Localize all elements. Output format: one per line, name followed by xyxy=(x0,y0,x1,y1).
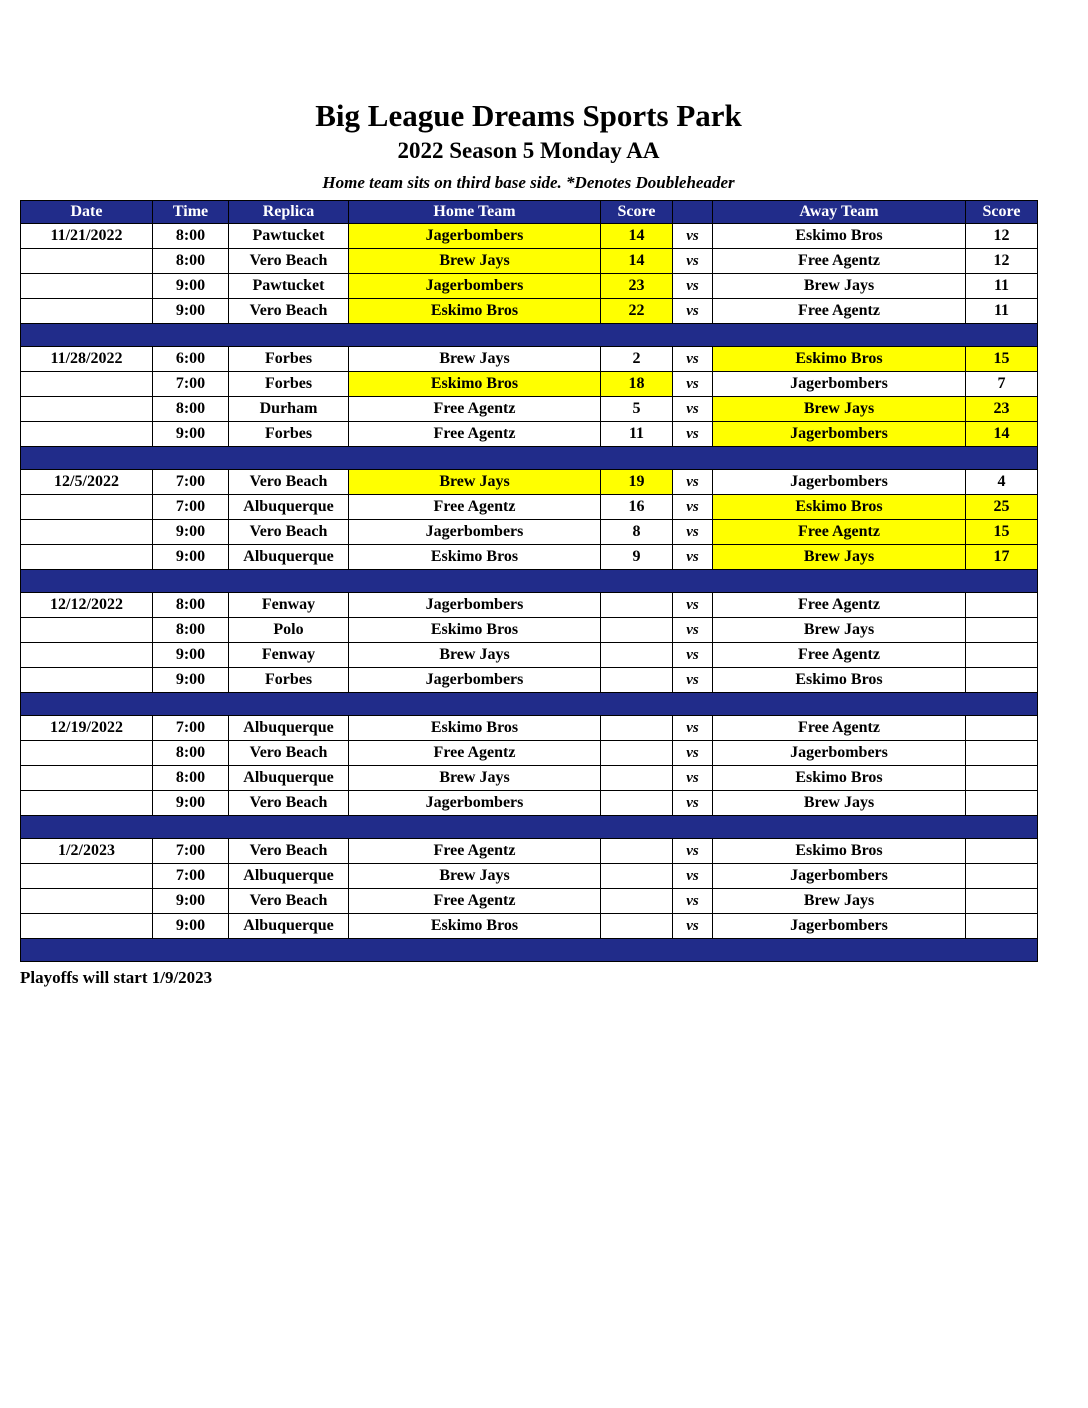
away-score-cell xyxy=(966,643,1038,668)
away-team-cell: Brew Jays xyxy=(713,274,966,299)
date-cell xyxy=(21,299,153,324)
away-team-cell: Brew Jays xyxy=(713,889,966,914)
home-score-cell xyxy=(601,618,673,643)
replica-cell: Vero Beach xyxy=(229,839,349,864)
vs-cell: vs xyxy=(673,839,713,864)
vs-cell: vs xyxy=(673,889,713,914)
away-score-cell: 25 xyxy=(966,495,1038,520)
vs-cell: vs xyxy=(673,766,713,791)
time-cell: 8:00 xyxy=(153,224,229,249)
replica-cell: Forbes xyxy=(229,422,349,447)
replica-cell: Pawtucket xyxy=(229,224,349,249)
home-score-cell: 2 xyxy=(601,347,673,372)
away-team-cell: Brew Jays xyxy=(713,791,966,816)
date-cell xyxy=(21,249,153,274)
home-team-cell: Brew Jays xyxy=(349,766,601,791)
time-cell: 7:00 xyxy=(153,495,229,520)
away-score-cell xyxy=(966,889,1038,914)
replica-cell: Vero Beach xyxy=(229,741,349,766)
date-cell xyxy=(21,618,153,643)
vs-cell: vs xyxy=(673,470,713,495)
date-cell xyxy=(21,791,153,816)
home-score-cell: 8 xyxy=(601,520,673,545)
footer-note: Playoffs will start 1/9/2023 xyxy=(20,968,213,987)
away-team-cell: Free Agentz xyxy=(713,716,966,741)
game-row xyxy=(21,274,1038,299)
vs-cell: vs xyxy=(673,914,713,939)
date-cell: 1/2/2023 xyxy=(21,839,153,864)
game-row xyxy=(21,397,1038,422)
separator-row xyxy=(21,447,1038,470)
game-row xyxy=(21,889,1038,914)
vs-cell: vs xyxy=(673,864,713,889)
away-team-cell: Jagerbombers xyxy=(713,914,966,939)
separator-cell xyxy=(21,447,1038,470)
home-team-cell: Eskimo Bros xyxy=(349,716,601,741)
away-score-cell xyxy=(966,914,1038,939)
home-team-cell: Free Agentz xyxy=(349,397,601,422)
date-cell xyxy=(21,864,153,889)
vs-cell: vs xyxy=(673,668,713,693)
date-cell xyxy=(21,889,153,914)
separator-row xyxy=(21,693,1038,716)
replica-cell: Vero Beach xyxy=(229,249,349,274)
game-row xyxy=(21,864,1038,889)
game-row xyxy=(21,618,1038,643)
replica-cell: Albuquerque xyxy=(229,766,349,791)
home-score-cell xyxy=(601,716,673,741)
home-score-cell xyxy=(601,668,673,693)
time-cell: 8:00 xyxy=(153,397,229,422)
time-cell: 7:00 xyxy=(153,716,229,741)
home-team-cell: Free Agentz xyxy=(349,741,601,766)
away-score-cell xyxy=(966,741,1038,766)
away-score-cell xyxy=(966,618,1038,643)
vs-cell: vs xyxy=(673,495,713,520)
game-row xyxy=(21,249,1038,274)
time-cell: 9:00 xyxy=(153,520,229,545)
replica-cell: Vero Beach xyxy=(229,889,349,914)
away-team-cell: Jagerbombers xyxy=(713,372,966,397)
header-vs xyxy=(673,201,713,224)
separator-cell xyxy=(21,570,1038,593)
replica-cell: Albuquerque xyxy=(229,864,349,889)
away-score-cell: 4 xyxy=(966,470,1038,495)
vs-cell: vs xyxy=(673,520,713,545)
away-team-cell: Eskimo Bros xyxy=(713,839,966,864)
away-score-cell: 15 xyxy=(966,347,1038,372)
home-team-cell: Brew Jays xyxy=(349,347,601,372)
replica-cell: Fenway xyxy=(229,593,349,618)
time-cell: 8:00 xyxy=(153,249,229,274)
home-team-cell: Eskimo Bros xyxy=(349,914,601,939)
replica-cell: Forbes xyxy=(229,668,349,693)
vs-cell: vs xyxy=(673,716,713,741)
away-score-cell xyxy=(966,839,1038,864)
home-team-cell: Brew Jays xyxy=(349,643,601,668)
vs-cell: vs xyxy=(673,224,713,249)
replica-cell: Vero Beach xyxy=(229,470,349,495)
time-cell: 7:00 xyxy=(153,372,229,397)
date-cell: 11/21/2022 xyxy=(21,224,153,249)
away-score-cell xyxy=(966,716,1038,741)
replica-cell: Polo xyxy=(229,618,349,643)
game-row xyxy=(21,914,1038,939)
home-score-cell xyxy=(601,643,673,668)
game-row xyxy=(21,668,1038,693)
page-title: Big League Dreams Sports Park xyxy=(315,98,742,133)
time-cell: 9:00 xyxy=(153,422,229,447)
home-team-cell: Eskimo Bros xyxy=(349,545,601,570)
home-score-cell: 14 xyxy=(601,224,673,249)
away-score-cell: 12 xyxy=(966,224,1038,249)
home-team-cell: Brew Jays xyxy=(349,470,601,495)
time-cell: 7:00 xyxy=(153,839,229,864)
away-team-cell: Free Agentz xyxy=(713,299,966,324)
vs-cell: vs xyxy=(673,347,713,372)
home-team-cell: Eskimo Bros xyxy=(349,372,601,397)
game-row xyxy=(21,593,1038,618)
away-score-cell: 17 xyxy=(966,545,1038,570)
replica-cell: Fenway xyxy=(229,643,349,668)
schedule-table xyxy=(20,200,1038,962)
time-cell: 9:00 xyxy=(153,791,229,816)
home-score-cell: 23 xyxy=(601,274,673,299)
replica-cell: Albuquerque xyxy=(229,495,349,520)
home-score-cell xyxy=(601,791,673,816)
time-cell: 8:00 xyxy=(153,766,229,791)
date-cell xyxy=(21,274,153,299)
header-home-team: Home Team xyxy=(349,201,601,224)
away-score-cell: 14 xyxy=(966,422,1038,447)
away-team-cell: Eskimo Bros xyxy=(713,766,966,791)
game-row xyxy=(21,716,1038,741)
game-row xyxy=(21,766,1038,791)
away-team-cell: Free Agentz xyxy=(713,643,966,668)
away-score-cell: 7 xyxy=(966,372,1038,397)
home-team-cell: Jagerbombers xyxy=(349,668,601,693)
replica-cell: Albuquerque xyxy=(229,716,349,741)
time-cell: 6:00 xyxy=(153,347,229,372)
separator-cell xyxy=(21,324,1038,347)
game-row xyxy=(21,545,1038,570)
home-score-cell xyxy=(601,889,673,914)
away-score-cell xyxy=(966,668,1038,693)
game-row xyxy=(21,495,1038,520)
home-score-cell: 19 xyxy=(601,470,673,495)
away-score-cell xyxy=(966,864,1038,889)
vs-cell: vs xyxy=(673,274,713,299)
home-team-cell: Free Agentz xyxy=(349,839,601,864)
time-cell: 9:00 xyxy=(153,889,229,914)
vs-cell: vs xyxy=(673,593,713,618)
away-team-cell: Brew Jays xyxy=(713,618,966,643)
time-cell: 9:00 xyxy=(153,643,229,668)
home-score-cell: 16 xyxy=(601,495,673,520)
away-score-cell: 11 xyxy=(966,299,1038,324)
date-cell xyxy=(21,766,153,791)
game-row xyxy=(21,372,1038,397)
away-score-cell xyxy=(966,791,1038,816)
vs-cell: vs xyxy=(673,643,713,668)
home-score-cell: 14 xyxy=(601,249,673,274)
replica-cell: Vero Beach xyxy=(229,791,349,816)
date-cell xyxy=(21,914,153,939)
separator-cell xyxy=(21,816,1038,839)
home-team-cell: Jagerbombers xyxy=(349,224,601,249)
vs-cell: vs xyxy=(673,422,713,447)
game-row xyxy=(21,643,1038,668)
home-team-cell: Jagerbombers xyxy=(349,520,601,545)
replica-cell: Pawtucket xyxy=(229,274,349,299)
away-team-cell: Free Agentz xyxy=(713,593,966,618)
away-team-cell: Brew Jays xyxy=(713,545,966,570)
header-row xyxy=(21,201,1038,224)
away-team-cell: Jagerbombers xyxy=(713,470,966,495)
home-team-cell: Eskimo Bros xyxy=(349,618,601,643)
separator-cell xyxy=(21,693,1038,716)
game-row xyxy=(21,839,1038,864)
date-cell xyxy=(21,372,153,397)
home-score-cell xyxy=(601,864,673,889)
date-cell xyxy=(21,741,153,766)
home-score-cell xyxy=(601,839,673,864)
home-score-cell xyxy=(601,914,673,939)
away-score-cell: 23 xyxy=(966,397,1038,422)
away-team-cell: Jagerbombers xyxy=(713,864,966,889)
header-replica: Replica xyxy=(229,201,349,224)
vs-cell: vs xyxy=(673,249,713,274)
game-row xyxy=(21,741,1038,766)
home-team-cell: Brew Jays xyxy=(349,249,601,274)
page-subtitle: 2022 Season 5 Monday AA xyxy=(397,138,660,163)
home-team-cell: Eskimo Bros xyxy=(349,299,601,324)
home-team-cell: Free Agentz xyxy=(349,889,601,914)
date-cell xyxy=(21,643,153,668)
home-team-cell: Jagerbombers xyxy=(349,593,601,618)
away-team-cell: Free Agentz xyxy=(713,520,966,545)
home-score-cell: 5 xyxy=(601,397,673,422)
date-cell: 11/28/2022 xyxy=(21,347,153,372)
home-score-cell xyxy=(601,766,673,791)
time-cell: 9:00 xyxy=(153,668,229,693)
schedule-page xyxy=(20,0,1037,988)
home-score-cell xyxy=(601,741,673,766)
separator-row xyxy=(21,324,1038,347)
away-team-cell: Eskimo Bros xyxy=(713,668,966,693)
date-cell xyxy=(21,397,153,422)
replica-cell: Durham xyxy=(229,397,349,422)
away-team-cell: Eskimo Bros xyxy=(713,224,966,249)
home-score-cell xyxy=(601,593,673,618)
away-score-cell xyxy=(966,766,1038,791)
separator-row xyxy=(21,939,1038,962)
game-row xyxy=(21,422,1038,447)
game-row xyxy=(21,791,1038,816)
vs-cell: vs xyxy=(673,741,713,766)
home-score-cell: 18 xyxy=(601,372,673,397)
game-row xyxy=(21,224,1038,249)
replica-cell: Vero Beach xyxy=(229,299,349,324)
home-score-cell: 9 xyxy=(601,545,673,570)
game-row xyxy=(21,299,1038,324)
header-time: Time xyxy=(153,201,229,224)
vs-cell: vs xyxy=(673,545,713,570)
away-team-cell: Eskimo Bros xyxy=(713,347,966,372)
date-cell: 12/5/2022 xyxy=(21,470,153,495)
date-cell: 12/12/2022 xyxy=(21,593,153,618)
date-cell: 12/19/2022 xyxy=(21,716,153,741)
away-team-cell: Jagerbombers xyxy=(713,422,966,447)
time-cell: 9:00 xyxy=(153,274,229,299)
away-score-cell: 12 xyxy=(966,249,1038,274)
home-team-cell: Brew Jays xyxy=(349,864,601,889)
time-cell: 9:00 xyxy=(153,545,229,570)
header-home-score: Score xyxy=(601,201,673,224)
away-score-cell: 11 xyxy=(966,274,1038,299)
header-away-team: Away Team xyxy=(713,201,966,224)
away-team-cell: Brew Jays xyxy=(713,397,966,422)
replica-cell: Forbes xyxy=(229,347,349,372)
vs-cell: vs xyxy=(673,299,713,324)
time-cell: 7:00 xyxy=(153,470,229,495)
date-cell xyxy=(21,520,153,545)
game-row xyxy=(21,520,1038,545)
home-team-cell: Jagerbombers xyxy=(349,791,601,816)
date-cell xyxy=(21,545,153,570)
home-team-cell: Jagerbombers xyxy=(349,274,601,299)
header-away-score: Score xyxy=(966,201,1038,224)
away-team-cell: Jagerbombers xyxy=(713,741,966,766)
schedule-table-body xyxy=(21,224,1038,962)
replica-cell: Vero Beach xyxy=(229,520,349,545)
game-row xyxy=(21,470,1038,495)
vs-cell: vs xyxy=(673,618,713,643)
time-cell: 8:00 xyxy=(153,593,229,618)
replica-cell: Albuquerque xyxy=(229,914,349,939)
away-score-cell: 15 xyxy=(966,520,1038,545)
separator-row xyxy=(21,570,1038,593)
date-cell xyxy=(21,495,153,520)
separator-cell xyxy=(21,939,1038,962)
date-cell xyxy=(21,668,153,693)
time-cell: 8:00 xyxy=(153,618,229,643)
time-cell: 7:00 xyxy=(153,864,229,889)
home-score-cell: 22 xyxy=(601,299,673,324)
replica-cell: Albuquerque xyxy=(229,545,349,570)
page-note: Home team sits on third base side. *Denotes Doubleheader xyxy=(322,173,735,192)
vs-cell: vs xyxy=(673,397,713,422)
home-score-cell: 11 xyxy=(601,422,673,447)
game-row xyxy=(21,347,1038,372)
home-team-cell: Free Agentz xyxy=(349,422,601,447)
away-team-cell: Free Agentz xyxy=(713,249,966,274)
date-cell xyxy=(21,422,153,447)
time-cell: 9:00 xyxy=(153,299,229,324)
time-cell: 9:00 xyxy=(153,914,229,939)
home-team-cell: Free Agentz xyxy=(349,495,601,520)
vs-cell: vs xyxy=(673,791,713,816)
replica-cell: Forbes xyxy=(229,372,349,397)
vs-cell: vs xyxy=(673,372,713,397)
away-score-cell xyxy=(966,593,1038,618)
header-date: Date xyxy=(21,201,153,224)
time-cell: 8:00 xyxy=(153,741,229,766)
away-team-cell: Eskimo Bros xyxy=(713,495,966,520)
separator-row xyxy=(21,816,1038,839)
